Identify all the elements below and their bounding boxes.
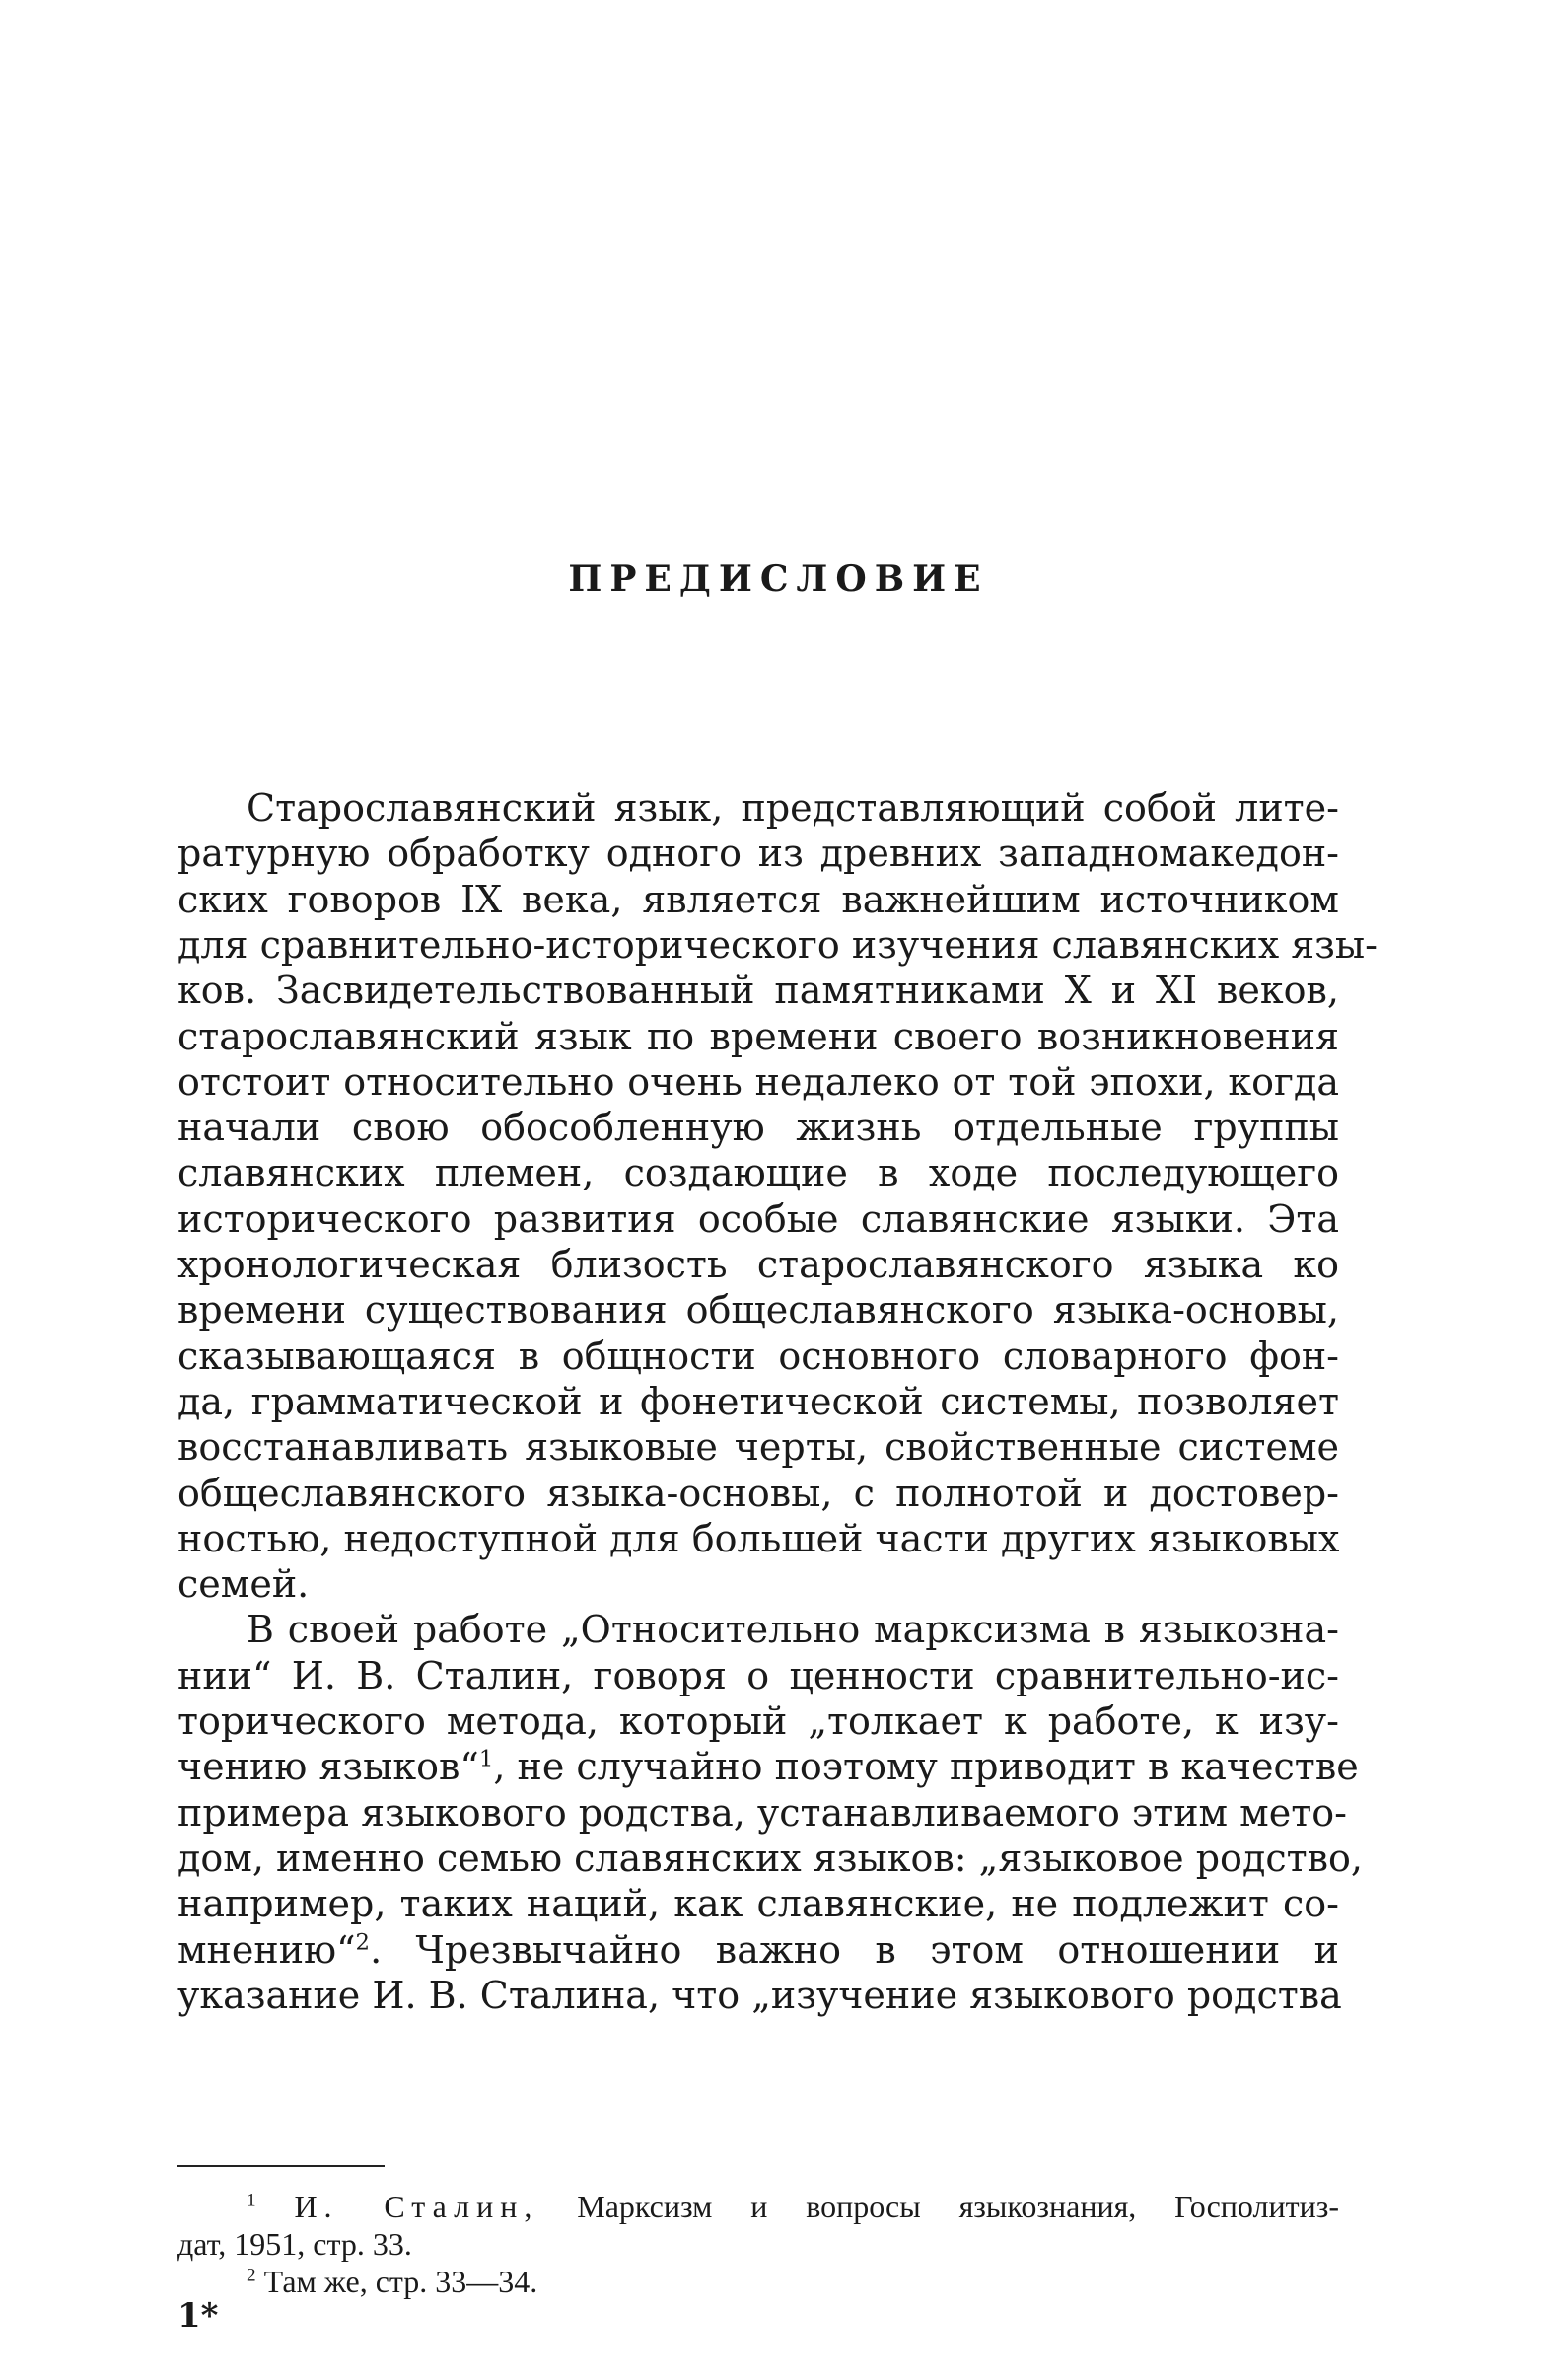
- body-line: восстанавливать языковые черты, свойственные системе: [177, 1425, 1339, 1469]
- body-line: указание И. В. Сталина, что „изучение языкового родства: [177, 1974, 1342, 2017]
- body-line: В своей работе „Относительно марксизма в языкозна-: [247, 1608, 1339, 1651]
- body-line: [177, 1744, 1359, 1789]
- footnote-1: [247, 2188, 1339, 2225]
- body-line: общеславянского языка-основы, с полнотой и достовер-: [177, 1472, 1339, 1515]
- footnote-2: [247, 2263, 1339, 2300]
- footnote-rule: [177, 2165, 385, 2167]
- body-line: например, таких наций, как славянские, не подлежит со-: [177, 1882, 1339, 1925]
- body-line: ков. Засвидетельствованный памятниками X и XI веков,: [177, 969, 1339, 1012]
- body-line: хронологическая близость старославянского языка ко: [177, 1243, 1339, 1286]
- footnote-1-title: Марксизм и вопросы языкознания, Госполитиз-: [577, 2189, 1340, 2224]
- page-title: ПРЕДИСЛОВИЕ: [568, 558, 989, 600]
- body-line: исторического развития особые славянские языки. Эта: [177, 1197, 1339, 1241]
- body-line: дом, именно семью славянских языков: „языковое родство,: [177, 1837, 1363, 1880]
- body-line: Старославянский язык, представляющий собой лите-: [247, 786, 1339, 829]
- body-line-text: чению языков“: [177, 1745, 479, 1788]
- footnote-reference: 2: [355, 1929, 371, 1956]
- body-line: начали свою обособленную жизнь отдельные группы: [177, 1106, 1339, 1149]
- body-line: для сравнительно-исторического изучения славянских язы-: [177, 923, 1378, 967]
- body-line: старославянский язык по времени своего возникновения: [177, 1015, 1339, 1058]
- body-line: ских говоров IX века, является важнейшим источником: [177, 878, 1339, 921]
- body-line: времени существования общеславянского языка-основы,: [177, 1288, 1339, 1332]
- body-line: сказывающаяся в общности основного словарного фон-: [177, 1334, 1339, 1378]
- body-line: семей.: [177, 1562, 310, 1606]
- body-line: [177, 1927, 1339, 1973]
- footnote-reference: 1: [478, 1746, 494, 1772]
- printer-signature: 1*: [177, 2296, 219, 2336]
- footnote-2-mark: 2: [247, 2265, 256, 2286]
- body-line-text: . Чрезвычайно важно в этом отношении и: [370, 1928, 1339, 1972]
- body-line-text: мнению“: [177, 1928, 356, 1972]
- body-line: ностью, недоступной для большей части других языковых: [177, 1517, 1340, 1560]
- body-line: примера языкового родства, устанавливаемого этим мето-: [177, 1791, 1347, 1835]
- body-line: отстоит относительно очень недалеко от той эпохи, когда: [177, 1060, 1339, 1104]
- footnote-1-continued: дат, 1951, стр. 33.: [177, 2226, 412, 2262]
- body-line-text: , не случайно поэтому приводит в качестве: [493, 1745, 1359, 1788]
- footnote-2-text: Там же, стр. 33—34.: [263, 2264, 538, 2299]
- footnote-1-mark: 1: [247, 2190, 256, 2211]
- body-line: нии“ И. В. Сталин, говоря о ценности сравнительно-ис-: [177, 1654, 1339, 1697]
- body-line: торического метода, который „толкает к работе, к изу-: [177, 1699, 1339, 1743]
- body-line: да, грамматической и фонетической системы, позволяет: [177, 1380, 1339, 1423]
- body-line: славянских племен, создающие в ходе последующего: [177, 1151, 1339, 1194]
- footnote-1-author: И. Сталин,: [294, 2189, 539, 2224]
- body-line: ратурную обработку одного из древних западномакедон-: [177, 831, 1339, 875]
